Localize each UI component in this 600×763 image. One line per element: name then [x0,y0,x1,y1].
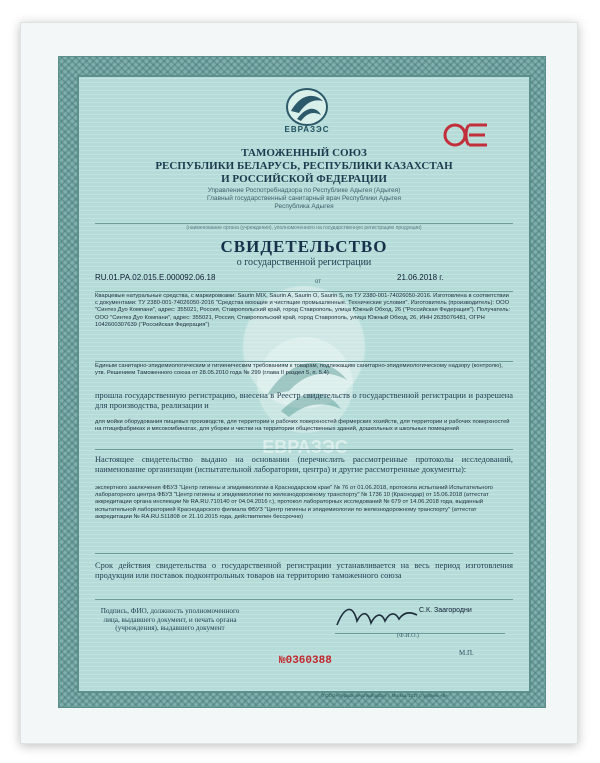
union-title-line-2: РЕСПУБЛИКИ БЕЛАРУСЬ, РЕСПУБЛИКИ КАЗАХСТАН [155,160,453,172]
registered-text: прошла государственную регистрацию, внесена в Реестр свидетельств о государственной регистрации и разрешена для производства, реализации и [95,391,513,410]
date-label: от [315,279,321,285]
union-title-line-3: И РОССИЙСКОЙ ФЕДЕРАЦИИ [221,173,387,185]
stamp-label: М.П. [459,649,474,657]
fio-label: (Ф.И.О.) [397,633,419,639]
eurasec-logo-label: ЕВРАЗЭС [284,125,330,134]
requirements-text: Единым санитарно-эпидемиологическим и гигиеническим требованиям к товарам, подлежащим санитарно-эпидемиологическому надзору (контролю), утв. Решением Таможенного союза от 28.05.2010 года № 299 (глава II раздел 5, п. 5.4) [95,363,503,377]
certificate-body [77,75,531,693]
authority-line-3: Республика Адыгея [274,203,334,210]
registration-number: RU.01.РА.02.015.Е.000092.06.18 [95,273,216,282]
document-subtitle: о государственной регистрации [236,257,372,268]
signatory-name: С.К. Заагородни [419,607,472,614]
basis-details: экспертного заключения ФБУЗ "Центр гигиены и эпидемиологии в Краснодарском крае" № 76 от 01.06.2018, протокола испытаний Испытательного лабораторного центра ФБУЗ "Центр гигиены и эпидемиологии по железнодорожному транспорту" № 1736 10 (Краснодар) от 15.06.2018 (аттестат аккредитации органа инспекции № RA.RU.710140 от 04.04.2016 г.), протокол лабораторных исследований № 679 от 14.06.2018 года, выданный испытательной лабораторией Краснодарского филиала ФБУЗ "Центр гигиены и эпидемиологии по железнодорожному транспорту" (аттестат аккредитации № RA.RU.511808 от 21.10.2015 года, действителен бессрочно) [95,485,493,520]
usage-text: для мойки оборудования пищевых производств, для территории и рабочих поверхностей фермерских хозяйств, для территории и рабочих поверхностей на птицефабриках и мясокомбинатах, для уборки и чистки на территории общественных зданий, дошкольных и школьных помещений [95,419,510,433]
signature-scribble [335,603,419,633]
union-title-line-1: ТАМОЖЕННЫЙ СОЮЗ [241,147,367,159]
document-title: СВИДЕТЕЛЬСТВО [220,237,388,256]
certificate [58,56,546,708]
product-description: Кварцевые натуральные средства, с маркировками: Saurin MIX, Saurin A, Saurin O, Saurin S, по ТУ 2380-001-74026050-2016. Изготовлена в соответствии с документами: ТУ 2380-001-74026050-2016 "Средства моющие и чистящие промышленные. Технические условия". Изготовитель (производитель): ООО "Синтез Дуо Компани", адрес: 355021, Россия, Ставропольский край, город Ставрополь, улица Южный Обход, 26 ("Российская Федерация"). Получатель: ООО "Синтез Дуо Компани", адрес: 355021, Россия, Ставропольский край, город Ставрополь, улица Южный Обход, 26, ИНН 2635076481, ОГРН 1042600307639 ("Российская Федерация") [95,293,511,328]
serial-number: №0360388 [279,655,332,667]
authority-caption: (наименование органа (учреждения), уполномоченного на государственную регистрацию продукции) [186,225,422,231]
validity-text: Срок действия свидетельства о государственной регистрации устанавливается на весь период изготовления продукции или поставок подконтрольных товаров на территорию таможенного союза [95,561,513,580]
watermark-text: ЕВРАЗЭС [262,437,348,457]
basis-text: Настоящее свидетельство выдано на основании (перечислить рассмотренные протоколы исследований, наименование организации (испытательной лаборатории, центра) и другие рассмотренные документы): [95,455,513,474]
registration-date: 21.06.2018 г. [397,273,444,282]
printer-note: © ООО «Первый печатный двор», г. Москва, 2017 г., уровень «В» [321,693,448,698]
authority-line-1: Управление Роспотребнадзора по Республике Адыгея (Адыгея) [207,187,401,194]
signature-caption: Подпись, ФИО, должность уполномоченного лица, выдавшего документ, и печать органа (учреждения), выдавшего документ [100,607,240,632]
authority-line-2: Главный государственный санитарный врач Республики Адыгея [206,195,402,202]
